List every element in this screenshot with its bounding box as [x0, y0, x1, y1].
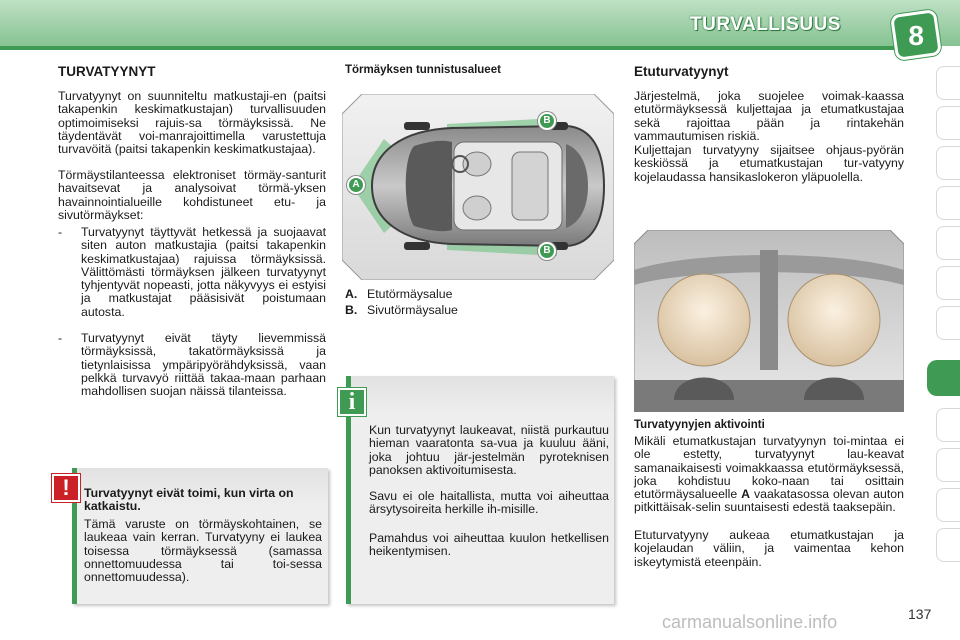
legend-item-a — [345, 287, 452, 301]
bullet-no-deploy — [58, 332, 326, 398]
info-box-header — [351, 376, 614, 414]
zone-a-label: A — [352, 179, 360, 190]
chapter-tab-12[interactable] — [936, 528, 960, 562]
section-heading-turvatyynyt: TURVATYYNYT — [58, 64, 156, 79]
detection-zones-heading: Törmäyksen tunnistusalueet — [345, 64, 501, 76]
airbags-deployed-illustration — [634, 230, 904, 412]
zone-a-marker — [347, 176, 365, 194]
chapter-number-badge — [890, 9, 942, 61]
front-airbags-heading: Etuturvatyynyt — [634, 64, 729, 79]
airbag-activation-paragraph — [634, 435, 904, 515]
warning-text: Tämä varuste on törmäyskohtainen, se laukeaa vain kerran. Turvatyyny ei laukea toisessa törmäyksessä (samassa onnettomuudessa tai toi-sessa onnettomuudessa). — [84, 517, 322, 585]
info-paragraph-smoke-irritation: Savu ei ole haitallista, mutta voi aiheuttaa ärsytysoireita herkille ih-misille. — [369, 489, 609, 517]
legend-key-b: B. — [345, 303, 358, 317]
warning-exclamation-icon: ! — [52, 474, 80, 502]
front-airbags-paragraph-2: Kuljettajan turvatyyny sijaitsee ohjaus-pyörän keskiössä ja etumatkustajan tur-vatyyny kojelaudassa hansikaslokeron yläpuolella. — [634, 143, 904, 184]
info-paragraph-hearing: Pamahdus voi aiheuttaa kuulon hetkellisen heikentymisen. — [369, 531, 609, 559]
chapter-tab-6[interactable] — [936, 266, 960, 300]
chapter-tab-7[interactable] — [936, 306, 960, 340]
chapter-tab-2[interactable] — [936, 106, 960, 140]
chapter-tab-5[interactable] — [936, 226, 960, 260]
bullet-deploy-text: Turvatyynyt täyttyvät hetkessä ja suojaavat siten auton matkustajia (paitsi takapenkin keskimatkustajaa) rajuissa törmäyksissä. Välittömästi törmäyksen jälkeen turvatyynyt tyhjentyvät nopeasti, jotta näkyvyys ei estyisi ja matkustajat pääsisivät poistumaan autosta. — [81, 225, 326, 319]
chapter-title: TURVALLISUUS — [690, 14, 841, 35]
crash-detection-paragraph: Törmäystilanteessa elektroniset törmäy-santurit havaitsevat ja analysoivat törmä-yksen havainnointialueille kohdistuneet etu- ja sivutörmäykset: — [58, 168, 326, 222]
zone-b-label: B — [543, 245, 551, 256]
info-paragraph-smoke-noise: Kun turvatyynyt laukeavat, niistä purkautuu hieman vaaratonta sa-vua ja kuuluu ääni, joka johtuu jär-jestelmän pyroteknisen panoksen aktivoitumisesta. — [369, 423, 609, 477]
chapter-tab-10[interactable] — [936, 448, 960, 482]
legend-label-b: Sivutörmäysalue — [367, 303, 458, 317]
chapter-tab-1[interactable] — [936, 66, 960, 100]
chapter-tab-4[interactable] — [936, 186, 960, 220]
airbag-activation-zone-key: A — [741, 487, 751, 502]
airbag-activation-text-1: Mikäli etumatkustajan turvatyynyn toi-mintaa ei ole estetty, turvatyynyt lau-keavat samanaikaisesti voimakkaassa etutörmäyksessä, joka kohdistuu koko-naan tai osittain etutörmäysalueelle — [634, 434, 904, 502]
legend-label-a: Etutörmäysalue — [367, 287, 453, 301]
bullet-no-deploy-text: Turvatyynyt eivät täyty lievemmissä törmäyksissä, takatörmäyksissä ja tietynlaisissa ympäripyörähdyksissä, vaan pelkkä turvavyö riittää takaa-maan parhaan mahdollisen suojan näissä tilanteissa. — [81, 331, 326, 399]
legend-item-b — [345, 303, 458, 317]
legend-key-a: A. — [345, 287, 358, 301]
chapter-header-rule — [0, 46, 905, 50]
zone-b-top-marker — [538, 112, 556, 130]
chapter-tab-11[interactable] — [936, 488, 960, 522]
airbags-deployed-image — [634, 230, 904, 412]
bullet-dash: - — [58, 225, 63, 239]
info-icon: i — [338, 388, 366, 416]
page-number: 137 — [908, 606, 932, 622]
chapter-tab-3[interactable] — [936, 146, 960, 180]
watermark: carmanualsonline.info — [662, 612, 838, 632]
zone-b-label: B — [543, 115, 551, 126]
chapter-tab-active[interactable] — [927, 360, 960, 396]
bullet-dash: - — [58, 331, 63, 345]
warning-title: Turvatyynyt eivät toimi, kun virta on katkaistu. — [84, 486, 294, 514]
car-top-view-illustration — [342, 94, 614, 280]
zone-b-bottom-marker — [538, 242, 556, 260]
chapter-number: 8 — [908, 19, 924, 51]
car-top-view-image — [342, 94, 614, 280]
airbag-activation-text-2: vaakatasossa olevan auton pitkittäisak-selin suuntaisesti edestä taaksepäin. — [634, 487, 904, 515]
chapter-tab-9[interactable] — [936, 408, 960, 442]
airbag-activation-heading: Turvatyynyjen aktivointi — [634, 419, 765, 431]
airbag-inflation-paragraph: Etuturvatyyny aukeaa etumatkustajan ja kojelaudan väliin, ja vaimentaa kehon iskeytymistä eteenpäin. — [634, 528, 904, 569]
intro-paragraph: Turvatyynyt on suunniteltu matkustaji-en (paitsi takapenkin keskimatkustajan) turvallisuuden optimoimiseksi rajuis-sa törmäyksissä. Ne täydentävät voi-manrajoittimella varustettuja turvavöitä (paitsi takapenkin keskimatkustajaa). — [58, 89, 326, 157]
bullet-deploy — [58, 226, 326, 319]
front-airbags-paragraph-1: Järjestelmä, joka suojelee voimak-kaassa etutörmäyksessä kuljettajaa ja etumatkustajaa sekä rajoittaa pään ja rintakehän vammautumisen riskiä. — [634, 89, 904, 143]
